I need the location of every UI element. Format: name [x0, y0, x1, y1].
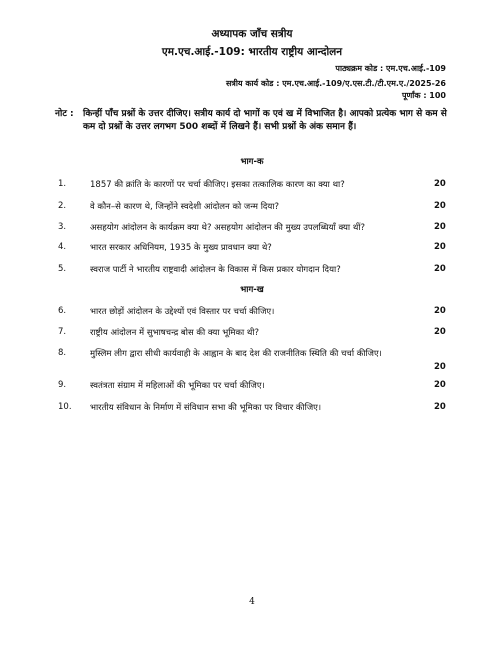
question-number: 9. [58, 380, 67, 390]
question-number: 5. [58, 264, 67, 274]
question-number: 10. [58, 402, 72, 412]
section-a-title: भाग-क [240, 157, 264, 167]
question-text: राष्ट्रीय आंदोलन में सुभाषचन्द्र बोस की क्या भूमिका थी? [90, 328, 260, 338]
question-marks: 20 [434, 380, 446, 390]
question-text: स्वतंत्रता संग्राम में महिलाओं की भूमिका पर चर्चा कीजिए। [90, 381, 265, 391]
course-title: एम.एच.आई.-109: भारतीय राष्ट्रीय आन्दोलन [161, 46, 343, 58]
question-marks: 20 [434, 327, 446, 337]
note-block [55, 108, 450, 134]
assignment-code: सत्रीय कार्य कोड : एम.एच.आई.-109/ए.एस.टी./टी.एम.ए./2025-26 [226, 79, 446, 88]
question-marks: 20 [434, 201, 446, 211]
question-marks: 20 [434, 362, 446, 372]
question-number: 7. [58, 327, 67, 337]
question-text: मुस्लिम लीग द्वारा सीधी कार्यवाही के आह्वान के बाद देश की राजनीतिक स्थिति की चर्चा कीजिए। [90, 349, 382, 359]
question-number: 8. [58, 348, 67, 358]
question-text: 1857 की क्रांति के कारणों पर चर्चा कीजिए। इसका तत्कालिक कारण का क्या था? [90, 180, 345, 190]
question-text: स्वराज पार्टी ने भारतीय राष्ट्रवादी आंदोलन के विकास में किस प्रकार योगदान दिया? [90, 265, 341, 275]
course-code: पाठ्यक्रम कोड : एम.एच.आई.-109 [335, 64, 446, 73]
question-text: भारत सरकार अधिनियम, 1935 के मुख्य प्रावधान क्या थे? [90, 243, 272, 253]
section-b-title: भाग-ख [240, 285, 264, 295]
question-number: 2. [58, 201, 67, 211]
question-text: भारतीय संविधान के निर्माण में संविधान सभा की भूमिका पर विचार कीजिए। [90, 403, 322, 413]
question-marks: 20 [434, 306, 446, 316]
question-marks: 20 [434, 264, 446, 274]
question-number: 3. [58, 222, 67, 232]
question-text: भारत छोड़ों आंदोलन के उद्देश्यों एवं विस्तार पर चर्चा कीजिए। [90, 307, 275, 317]
question-number: 4. [58, 242, 67, 252]
question-marks: 20 [434, 242, 446, 252]
question-text: वे कौन–से कारण थे, जिन्होंने स्वदेशी आंदोलन को जन्म दिया? [90, 202, 280, 212]
page-title: अध्यापक जाँच सत्रीय [211, 28, 293, 40]
question-marks: 20 [434, 222, 446, 232]
question-number: 6. [58, 306, 67, 316]
max-marks: पूर्णांक : 100 [401, 91, 446, 100]
page-number: 4 [249, 597, 255, 607]
question-marks: 20 [434, 179, 446, 189]
question-number: 1. [58, 179, 67, 189]
note-text: किन्हीं पाँच प्रश्नों के उत्तर दीजिए। सत्रीय कार्य दो भागों क एवं ख में विभाजित है। आपको प्रत्येक भाग से कम से कम दो प्रश्नों के उत्तर लगभग 500 शब्दों में लिखने हैं। सभी प्रश्नों के अंक समान हैं। [83, 109, 447, 132]
note-label: नोट : [55, 109, 74, 119]
question-marks: 20 [434, 402, 446, 412]
question-text: असहयोग आंदोलन के कार्यक्रम क्या थे? असहयोग आंदोलन की मुख्य उपलब्धियाँ क्या थीं? [90, 223, 365, 233]
